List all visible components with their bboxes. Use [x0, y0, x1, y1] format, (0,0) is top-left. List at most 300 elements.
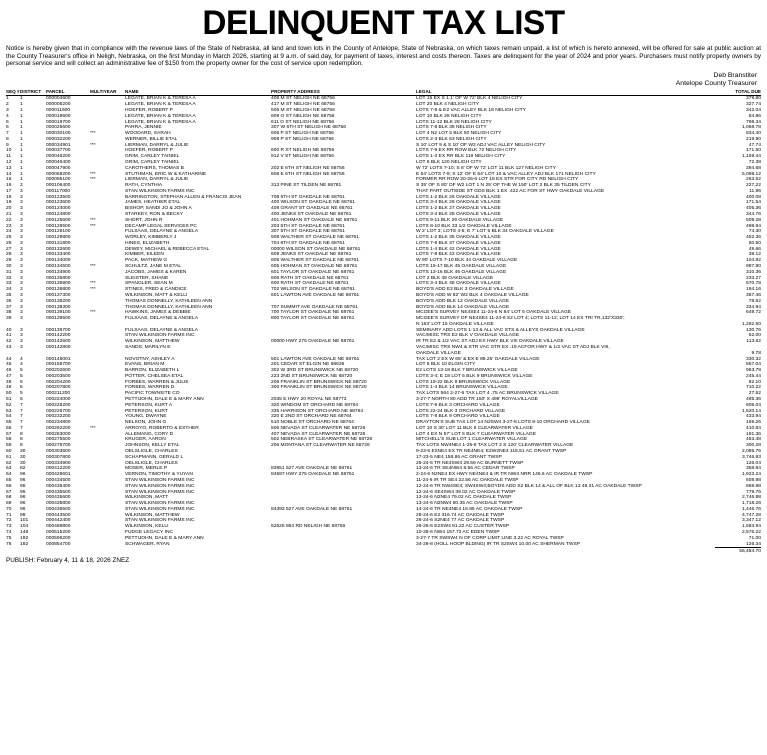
cell-seq: 21	[6, 212, 12, 217]
cell-total: 1,520.14	[741, 408, 761, 414]
cell-legal: LOTS 22-24 BLK 3 ORCHARD VILLAGE	[416, 408, 506, 414]
cell-legal: S 35' OF S 80' OF W2 LOT 1 N 25' OF THE W 150' LOT 2 BLK 35 TILDEN CITY	[416, 183, 591, 189]
cell-parcel: 000854700	[46, 541, 71, 547]
cell-district: 1	[20, 159, 23, 165]
cell-district: 3	[20, 327, 23, 333]
cell-district: 3	[20, 292, 23, 298]
cell-address: 912 V ST NELIGH NE 68756	[271, 154, 334, 160]
cell-parcel: 000004600	[46, 96, 71, 102]
cell-name: EVANS, BRIAN M	[125, 362, 165, 368]
cell-seq: 60	[6, 449, 12, 455]
cell-parcel: 000139100	[46, 310, 71, 316]
cell-parcel: 000123600	[46, 200, 71, 206]
cell-district: 3	[20, 310, 23, 316]
cell-address: 206 FRANKLIN ST BRUNSWICK NE 68720	[271, 379, 367, 385]
cell-legal: MCGEE'S SURVEY NE4SE4 11-24-6 N 84' LOT 5 OAKDALE VILLAGE	[416, 310, 572, 316]
cell-multiyear: ***	[90, 425, 96, 431]
cell-address: 600 RATH ST OAKDALE NE 68761	[271, 281, 349, 287]
cell-name: STARKEY, RON & BECKY	[125, 212, 183, 217]
cell-address: 401 HOHMAN ST OAKDALE NE 68761	[271, 217, 358, 223]
cell-district: 1	[20, 96, 23, 102]
cell-total: 194.16	[746, 287, 761, 293]
cell-seq: 76	[6, 541, 12, 547]
cell-district: 4	[20, 356, 23, 362]
cell-seq: 9	[6, 142, 9, 148]
cell-total: 49.66	[748, 246, 761, 252]
column-header-address: PROPERTY ADDRESS	[271, 89, 416, 96]
cell-address: 800 TAYLOR ST OAKDALE NE 68761	[271, 316, 355, 322]
cell-address: 510 NOBLE ST ORCHARD NE 68764	[271, 420, 354, 426]
cell-district: 3	[20, 217, 23, 223]
cell-total: 300.28	[746, 443, 761, 449]
cell-name: JOHNSON, KELLY ETAL	[125, 443, 180, 449]
cell-name: STINES, FRED & CANDICE	[125, 287, 187, 293]
column-header-district: DISTRICT	[20, 89, 46, 96]
cell-district: 7	[20, 414, 23, 420]
cell-district: 82	[20, 466, 26, 472]
cell-legal: LOT 10 BLK 28 NELIGH CITY	[416, 113, 482, 119]
cell-seq: 27	[6, 246, 12, 252]
cell-seq: 54	[6, 414, 12, 420]
cell-district: 3	[20, 246, 23, 252]
cell-legal: LOTS 7-8 BLK 9 ORCHARD VILLAGE	[416, 414, 500, 420]
cell-address: 506 M ST NELIGH NE 68756	[271, 107, 335, 113]
cell-parcel: 000138300	[46, 304, 71, 310]
cell-district: 3	[20, 264, 23, 270]
cell-name: GRIM, CARLEY TAINIEL	[125, 159, 180, 165]
cell-seq: 49	[6, 385, 12, 391]
cell-seq: 4	[6, 113, 9, 119]
cell-name: FORBES, WARREN & JULIE	[125, 379, 189, 385]
cell-legal: 3-27-7 NORTH 80 ADD TR 150' X 499' ROYALVILLAGE	[416, 397, 538, 402]
cell-seq: 67	[6, 489, 12, 495]
cell-parcel: 000011600	[46, 107, 71, 113]
cell-legal: BOYD'S ADD E2 BLK 3 OAKDALE VILLAGE	[416, 287, 514, 293]
cell-total: 379.80	[746, 96, 761, 102]
cell-parcel: 000442400	[46, 518, 71, 524]
cell-parcel: 000434500	[46, 477, 71, 483]
cell-name: NOVOTNY, ASHLEY A	[125, 356, 175, 362]
cell-total: 649.72	[746, 310, 761, 316]
cell-parcel: 000263000	[46, 431, 71, 437]
cell-seq: 40	[6, 327, 12, 333]
cell-name: THOMAS DONNELLY, KATHLEEN ANN	[125, 304, 213, 310]
cell-address: 320 E 2ND ST ORCHARD NE 68764	[271, 414, 352, 420]
cell-legal: LOTS 7-8 BLK 37 OAKDALE VILLAGE	[416, 240, 501, 246]
cell-district: 6	[20, 397, 23, 402]
cell-legal: LOTS 9-11 BLK 29 OAKDALE VILLAGE	[416, 217, 504, 223]
cell-parcel: 000137300	[46, 292, 71, 298]
cell-seq: 15	[6, 177, 12, 183]
cell-total: 342.04	[746, 107, 761, 113]
cell-name: THOMAS DONNELLY, KATHLEEN ANN	[125, 298, 213, 304]
cell-name: LEGATE, BRIAN K & TERESA A	[125, 113, 196, 119]
cell-total: 27.52	[748, 391, 761, 397]
cell-name: STAN WILKINSON FARMS INC	[125, 518, 195, 524]
cell-district: 3	[20, 188, 23, 194]
cell-multiyear: ***	[90, 310, 96, 316]
cell-name: MOSER, MERLE P	[125, 466, 168, 472]
cell-address: 405 M ST NELIGH NE 68756	[271, 96, 335, 102]
cell-district: 1	[20, 125, 23, 131]
cell-legal: E2 LOTS 13-18 BLK 7 BRUNSWICK VILLAGE	[416, 368, 518, 374]
cell-district: 8	[20, 443, 23, 449]
cell-total: 963.78	[746, 368, 761, 374]
cell-legal: LOT 4 EX N 57' LOT 5 BLK 7 CLEARWATER VILLAGE	[416, 431, 536, 437]
cell-seq: 70	[6, 506, 12, 512]
cell-total: 50.50	[748, 240, 761, 246]
cell-total: 74.30	[748, 229, 761, 235]
cell-address: 501 LAWTON AVE OAKDALE NE 68761	[271, 356, 360, 362]
cell-seq: 63	[6, 466, 12, 472]
cell-address: 605 HOHMAN ST OAKDALE NE 68761	[271, 264, 358, 270]
cell-parcel: 000279700	[46, 443, 71, 449]
cell-name: WILKINSON, MATT	[125, 495, 169, 501]
cell-legal: 14-24-6 TR NE4NE4 15.85 AC OAKDALE TWSP	[416, 506, 523, 512]
cell-multiyear: ***	[90, 131, 96, 137]
cell-name: LIERMAN, DARRYL & JULIE	[125, 177, 189, 183]
cell-legal: THAT PART OUTSIDE ST GDS BLK 1 EX .422 AC FOR ST HWY OAKDALE VILLAGE	[416, 188, 605, 194]
cell-name: WILKINSON, KELLI	[125, 524, 169, 530]
cell-name: ALLEMANG, CORY D	[125, 431, 174, 437]
cell-address: 223 2ND ST BRUNSWICK NE 68720	[271, 373, 353, 379]
cell-seq: 6	[6, 125, 9, 131]
cell-seq: 44	[6, 356, 12, 362]
cell-total: 9.78	[751, 350, 761, 356]
cell-name: LEGATE, BRIAN K & TERESA A	[125, 96, 196, 102]
cell-total: 171.50	[746, 148, 761, 154]
cell-name: BARRON, ELIZABETH L	[125, 368, 180, 374]
column-header-parcel: PARCEL	[46, 89, 90, 96]
cell-legal: 34-28-8 (HOLL HOOP BLDING) IR TR S2SW4 10.00 AC SHERMAN TWSP	[416, 541, 580, 547]
cell-address: 417 M ST NELIGH NE 68756	[271, 102, 335, 108]
cell-total: 2,576.22	[741, 529, 761, 535]
cell-multiyear: ***	[90, 142, 96, 148]
cell-parcel: 000025600	[46, 125, 71, 131]
cell-address: 506 NEVADA ST CLEARWATER NE 68726	[271, 425, 366, 431]
cell-district: 1	[20, 131, 23, 137]
column-header-legal: LEGAL	[416, 89, 715, 96]
cell-seq: 71	[6, 512, 12, 518]
cell-parcel: 000435600	[46, 495, 71, 501]
cell-legal: TAX LOT 2 EX W 65' & EX E 89.25' OAKDALE VILLAGE	[416, 356, 540, 362]
cell-parcel: 000429601	[46, 472, 71, 478]
cell-parcel: 000232200	[46, 414, 71, 420]
cell-address: 601 LAWTON AVE OAKDALE NE 68761	[271, 292, 360, 298]
cell-address: 609 JENKS ST OAKDALE NE 68761	[271, 252, 352, 258]
cell-seq: 55	[6, 420, 12, 426]
cell-seq: 33	[6, 281, 12, 287]
cell-name: SPANGLER, SEAN M	[125, 281, 173, 287]
cell-legal: LOTS 3-4; E 18 LOT 5 BLK 9 BRUNSWICK VILLAGE	[416, 373, 533, 379]
cell-name: SANDS, MARILYN E	[125, 344, 171, 350]
cell-address: 84393 527 AVE OAKDALE NE 68761	[271, 506, 353, 512]
cell-seq: 58	[6, 437, 12, 443]
cell-address: 700 TAYLOR ST OAKDALE NE 68761	[271, 310, 355, 316]
cell-legal: 9-23-5 E2NE4 EX TR NE4NE4; E2W2NE4 115.51 AC GRANT TWSP	[416, 449, 567, 455]
cell-total: 798.34	[746, 119, 761, 125]
cell-district: 5	[20, 391, 23, 397]
cell-legal: LOTS 8-10 BLK 33 1/2 OAKDALE VILLAGE	[416, 223, 512, 229]
cell-address: 2035 E HWY 20 ROYAL NE 68773	[271, 397, 347, 402]
cell-legal: LOTS 7-8 BLK 43 OAKDALE VILLAGE	[416, 252, 501, 258]
cell-name: FUDGE LEGACY INC	[125, 529, 174, 535]
cell-district: 96	[20, 501, 26, 507]
cell-district: 1	[20, 171, 23, 177]
cell-district: 1	[20, 136, 23, 142]
cell-district: 1	[20, 107, 23, 113]
cell-legal: LOTS 3-4 BLK 26 OAKDALE VILLAGE	[416, 200, 501, 206]
cell-multiyear: ***	[90, 217, 96, 223]
cell-name: FULSAAS, DELAYNE & ANGELA	[125, 316, 199, 322]
cell-seq: 12	[6, 159, 12, 165]
cell-district: 3	[20, 333, 23, 339]
cell-parcel: 000307800	[46, 454, 71, 460]
cell-legal: LOTS 1-4 BLK 14 BRUNSWICK VILLAGE	[416, 385, 508, 391]
cell-address: 206 MONTANA ST CLEARWATER NE 68726	[271, 443, 370, 449]
cell-name: DEWEY, MICHAEL & REBECCA ETAL	[125, 246, 210, 252]
cell-address: 508 WALTHER ST OAKDALE NE 68761	[271, 235, 359, 241]
cell-seq: 37	[6, 304, 12, 310]
cell-total: 169.26	[746, 420, 761, 426]
cell-name: STAN WILKINSON FARMS INC	[125, 477, 195, 483]
cell-name: PETTIJOHN, DALE E & MARY ANN	[125, 535, 204, 541]
cell-parcel: 000034901	[46, 142, 71, 148]
cell-district: 30	[20, 449, 26, 455]
cell-legal: BOYD'S ADD W 82' W2 BLK 4 OAKDALE VILLAGE	[416, 292, 529, 298]
cell-multiyear: ***	[90, 171, 96, 177]
cell-seq: 46	[6, 368, 12, 374]
cell-total: 227.22	[746, 183, 761, 189]
cell-name: DECAMP LEGAL SERVICES PC	[125, 223, 197, 229]
cell-name: GRIM, CARLEY TAINIEL	[125, 154, 180, 160]
cell-parcel: 000412200	[46, 466, 71, 472]
cell-address: 707 SUMMIT AVE OAKDALE NE 68761	[271, 304, 358, 310]
cell-seq: 64	[6, 472, 12, 478]
cell-seq: 66	[6, 483, 12, 489]
cell-address: 600 R ST NELIGH NE 68756	[271, 148, 335, 154]
cell-total: 191.36	[746, 431, 761, 437]
cell-total: 113.62	[746, 339, 761, 345]
cell-parcel: 000334900	[46, 460, 71, 466]
cell-total: 1,292.50	[741, 321, 761, 327]
cell-seq: 50	[6, 391, 12, 397]
cell-seq: 39	[6, 316, 12, 322]
cell-parcel: 000124000	[46, 206, 71, 212]
cell-total: 47.74	[748, 142, 761, 148]
cell-seq: 53	[6, 408, 12, 414]
cell-name: OELSLIGLE, CHARLES	[125, 460, 178, 466]
cell-parcel: 000596200	[46, 535, 71, 541]
cell-name: JACOBS, JAMES & KAREN	[125, 269, 187, 275]
cell-parcel: 000046200	[46, 154, 71, 160]
cell-total: 104.92	[746, 258, 761, 264]
cell-district: 96	[20, 489, 26, 495]
cell-total: 605.04	[746, 402, 761, 408]
cell-parcel: 000226700	[46, 408, 71, 414]
cell-district: 8	[20, 431, 23, 437]
cell-seq: 20	[6, 206, 12, 212]
cell-district: 3	[20, 235, 23, 241]
cell-total: 78.62	[748, 298, 761, 304]
cell-seq: 32	[6, 275, 12, 281]
cell-parcel: 000132600	[46, 246, 71, 252]
cell-district: 192	[20, 535, 29, 541]
cell-parcel: 000030100	[46, 131, 71, 137]
cell-total: 310.36	[746, 269, 761, 275]
cell-parcel: 000142200	[46, 333, 71, 339]
cell-district: 1	[20, 102, 23, 108]
cell-parcel: 000106400	[46, 183, 71, 189]
cell-legal: LOTS 1-4 BLK 42 OAKDALE VILLAGE	[416, 246, 501, 252]
cell-total: 126.04	[746, 460, 761, 466]
cell-total: 394.68	[746, 165, 761, 171]
cell-name: WILKINSON, MATTHEW	[125, 512, 180, 518]
cell-parcel: 000275500	[46, 437, 71, 443]
cell-legal: LOTS 1-2 BLK 35 OAKDALE VILLAGE	[416, 235, 501, 241]
cell-legal: N 163' LOT 15 OAKDALE VILLAGE	[416, 321, 494, 327]
cell-address: 702 WILSON ST OAKDALE NE 68761	[271, 287, 355, 293]
cell-total: 1,923.24	[741, 472, 761, 478]
cell-legal: LOTS 1-2 BLK 27 OAKDALE VILLAGE	[416, 206, 501, 212]
cell-address: 307 W 6TH ST NELIGH NE 68756	[271, 125, 346, 131]
cell-address: 00000 HWY 275 OAKDALE NE 68761	[271, 339, 355, 345]
cell-total: 71.00	[748, 535, 761, 541]
cell-seq: 2	[6, 102, 9, 108]
cell-name: PACIFIC TOWNSITE CO	[125, 391, 180, 397]
cell-total: 3,347.12	[741, 518, 761, 524]
cell-parcel: 000019700	[46, 119, 71, 125]
cell-district: 3	[20, 344, 23, 350]
notice-paragraph: Notice is hereby given that in compliance with the revenue laws of the State of Nebraska, all land and town lots in the County of Antelope, State of Nebraska, on which taxes remain unpaid, a list of which is hereto annexed, will be offered for sale at public auction at the County Treasurer's office in Neligh, Nebraska, on the first Monday in March 2026, starting at 9 a.m. of said day, for payment of taxes, interest and costs thereon. Taxes are delinquent for the year of 2024 and prior years. Purchasers must notify property owners by personal service and will collect an administrative fee of $150 from the property owner for the cost of service upon redemption.	[6, 45, 761, 68]
cell-legal: BOYD'S ADD BLK 14 OAKDALE VILLAGE	[416, 304, 510, 310]
cell-name: STAN WILKINSON FARMS INC	[125, 483, 195, 489]
cell-legal: MITCHELL'S SUB LOT 1 CLEARWATER VILLAGE	[416, 437, 528, 443]
cell-legal: LOTS 15-17 BLK 45 OAKDALE VILLAGE	[416, 264, 507, 270]
cell-total: 344.76	[746, 212, 761, 217]
cell-district: 3	[20, 223, 23, 229]
cell-total: 667.04	[746, 362, 761, 368]
cell-seq: 38	[6, 310, 12, 316]
cell-district: 3	[20, 281, 23, 287]
grand-total-value: 56,484.70	[715, 548, 761, 555]
cell-district: 2	[20, 183, 23, 189]
cell-district: 30	[20, 454, 26, 460]
cell-legal: VAC/MISC TRS E2 BLK V OAKDALE VILLAGE	[416, 333, 520, 339]
cell-seq: 11	[6, 154, 12, 160]
cell-parcel: 000005200	[46, 102, 71, 108]
cell-total: 3,746.93	[741, 454, 761, 460]
cell-total: 405.36	[746, 206, 761, 212]
cell-name: SLEISTER, SHANE	[125, 275, 169, 281]
cell-name: WOODARD, SARAH	[125, 131, 171, 137]
cell-district: 3	[20, 252, 23, 258]
cell-legal: W 90' LOTS 7-10 BLK 44 OAKDALE VILLAGE	[416, 258, 518, 264]
cell-district: 7	[20, 408, 23, 414]
cell-total: 509.28	[746, 217, 761, 223]
cell-district: 96	[20, 472, 26, 478]
column-header-name: NAME	[125, 89, 271, 96]
cell-parcel: 000207800	[46, 385, 71, 391]
cell-name: STUTHMAN, ERIC W & KATHARINE	[125, 171, 207, 177]
cell-seq: 68	[6, 495, 12, 501]
cell-name: PETERSON, KURT A	[125, 402, 173, 408]
cell-legal: FORMER RR ROW 20-25-6 LOT 18 EX STR FOR CITY RD NELIGH CITY	[416, 177, 579, 183]
cell-district: 96	[20, 483, 26, 489]
cell-legal: MCGEE'S SURVEY OF NE4SE4 11-24-6 S2 LOT 4; LOTS 11-12; LOT 14 EX TRI TR,132'X330';	[416, 316, 625, 322]
cell-total: 433.94	[746, 414, 761, 420]
cell-district: 4	[20, 362, 23, 368]
cell-name: WORLEY, KIMBERLY J	[125, 235, 177, 241]
cell-district: 104	[20, 524, 29, 530]
cell-address: 83951 527 AVE OAKDALE NE 68761	[271, 466, 353, 472]
cell-district: 3	[20, 316, 23, 322]
cell-address: 605 WALTHER ST OAKDALE NE 68761	[271, 258, 359, 264]
cell-name: KRUGER, AARON	[125, 437, 166, 443]
cell-legal: 13-24-6 TR SE4NW4 6.56 AC CEDAR TWSP	[416, 466, 515, 472]
signature-block	[6, 72, 761, 88]
cell-legal: LOTS 3-4 BLK 48 OAKDALE VILLAGE	[416, 281, 501, 287]
cell-total: 453.48	[746, 437, 761, 443]
cell-legal: LOT 10 S 30' LOT 11 BLK 6 CLEARWATER VILLAGE	[416, 425, 533, 431]
cell-address: 606 P ST NELIGH NE 68756	[271, 131, 334, 137]
cell-total: 779.76	[746, 489, 761, 495]
cell-parcel: 000139700	[46, 327, 71, 333]
cell-seq: 45	[6, 362, 12, 368]
cell-parcel: 000117000	[46, 188, 71, 194]
cell-address: 313 PINE ST TILDEN NE 68781	[271, 183, 342, 189]
cell-legal: LOT 2 BLK 48 OAKDALE VILLAGE	[416, 275, 494, 281]
cell-parcel: 000435400	[46, 483, 71, 489]
cell-address: 704 6TH ST OAKDALE NE 68761	[271, 240, 345, 246]
cell-legal: LOTS 7-8 & E2 VAC ALLEY BLK 18 NELIGH CITY	[416, 107, 526, 113]
cell-parcel: 000125600	[46, 217, 71, 223]
cell-seq: 23	[6, 223, 12, 229]
cell-legal: 3-27-7 TR SWSW4 N OF CORP LIMIT LINE 3.22 AC ROYAL TWSP	[416, 535, 564, 541]
cell-legal: BOYD'S ADD BLK 12 OAKDALE VILLAGE	[416, 298, 510, 304]
publish-line: PUBLISH: February 4, 11 & 18, 2026 ZNEZ	[6, 557, 130, 565]
cell-seq: 48	[6, 379, 12, 385]
cell-total: 4,747.28	[741, 512, 761, 518]
cell-multiyear: ***	[90, 223, 96, 229]
cell-parcel: 000202600	[46, 368, 71, 374]
cell-name: WERNER, BILLIE ETAL	[125, 136, 178, 142]
cell-parcel: 000037700	[46, 148, 71, 154]
cell-total: 868.98	[746, 483, 761, 489]
cell-district: 3	[20, 240, 23, 246]
cell-total: 82.10	[748, 379, 761, 385]
cell-name: NELSON, JOHN G	[125, 420, 167, 426]
cell-address: 611 O ST NELIGH NE 68756	[271, 119, 335, 125]
cell-address: 502 NEBRASKA ST CLEARWATER NE 68726	[271, 437, 373, 443]
cell-total: 367.46	[746, 292, 761, 298]
cell-seq: 26	[6, 240, 12, 246]
cell-total: 485.36	[746, 397, 761, 402]
cell-name: WILKINSON, MATTHEW	[125, 339, 180, 345]
cell-name: HAWKINS, JAMES & DEBBIE	[125, 310, 191, 316]
cell-parcel: 000204200	[46, 379, 71, 385]
cell-parcel: 000435800	[46, 501, 71, 507]
cell-legal: LOTS 7-8 BLK 38 NELIGH CITY	[416, 125, 487, 131]
cell-seq: 72	[6, 518, 12, 524]
cell-legal: 13-24-6 N2NE4 79.02 AC OAKDALE TWSP	[416, 495, 512, 501]
signature-name: Deb Branstiter	[713, 71, 757, 79]
cell-parcel: 000211200	[46, 391, 71, 397]
cell-seq: 16	[6, 183, 12, 189]
cell-total: 233.27	[746, 275, 761, 281]
cell-total: 38.12	[748, 252, 761, 258]
cell-name: FULSAAS, DELAYNE & ANGELA	[125, 327, 199, 333]
